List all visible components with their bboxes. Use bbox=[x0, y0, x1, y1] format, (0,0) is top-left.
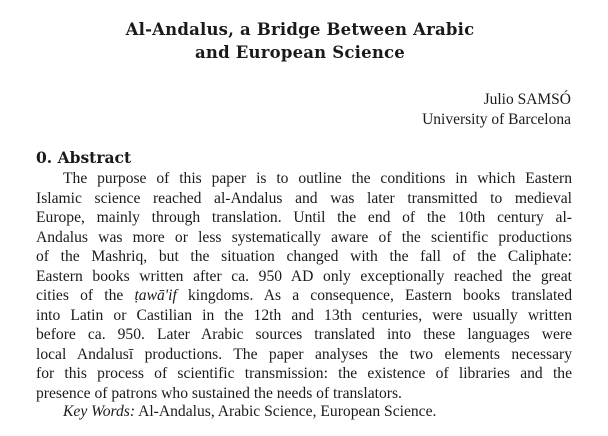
author-block bbox=[422, 90, 571, 130]
title-line-1: Al-Andalus, a Bridge Between Arabic bbox=[125, 20, 475, 39]
abstract-line: The purpose of this paper is to outline the conditions in which Eastern bbox=[63, 170, 572, 187]
abstract-line: before ca. 950. Later Arabic sources translated into these languages were bbox=[36, 326, 572, 343]
keywords-label: Key Words: bbox=[63, 403, 136, 420]
author-affiliation: University of Barcelona bbox=[422, 111, 571, 128]
abstract-line: Eastern books written after ca. 950 AD only exceptionally reached the great bbox=[36, 267, 572, 285]
keywords-text: Al-Andalus, Arabic Science, European Science. bbox=[135, 403, 437, 420]
abstract-line: Islamic science reached al-Andalus and was later transmitted to medieval bbox=[36, 189, 572, 207]
abstract-line: Andalus was more or less systematically aware of the scientific productions bbox=[36, 228, 572, 246]
abstract-text: kingdoms. As a consequence, Eastern books translated bbox=[176, 287, 572, 304]
abstract-line: into Latin or Castilian in the 12th and 13th centuries, were usually written bbox=[36, 306, 572, 324]
abstract-term-tawaif: ṭawā'if bbox=[134, 287, 177, 304]
abstract-line: local Andalusī productions. The paper analyses the two elements necessary bbox=[36, 345, 572, 363]
abstract-line: Europe, mainly through translation. Until the end of the 10th century al- bbox=[36, 209, 572, 226]
author-name: Julio SAMSÓ bbox=[483, 91, 571, 108]
abstract-line: presence of patrons who sustained the needs of translators. bbox=[36, 384, 402, 402]
paper-title bbox=[60, 18, 540, 64]
keywords bbox=[63, 402, 436, 422]
abstract-text: cities of the bbox=[36, 287, 135, 304]
abstract-line: for this process of scientific transmission: the existence of libraries and the bbox=[36, 365, 572, 382]
title-line-2: and European Science bbox=[195, 43, 405, 62]
section-heading: 0. Abstract bbox=[36, 148, 132, 167]
abstract-line: of the Mashriq, but the situation changed with the fall of the Caliphate: bbox=[36, 248, 572, 265]
abstract-line bbox=[36, 286, 572, 306]
abstract-body bbox=[36, 169, 572, 403]
